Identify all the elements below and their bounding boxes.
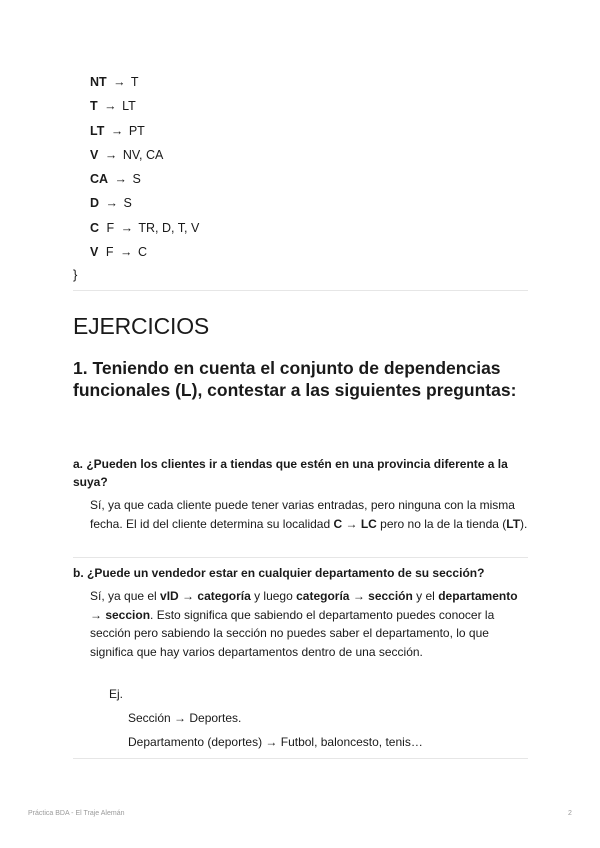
footer-title: Práctica BDA - El Traje Alemán	[28, 810, 125, 817]
main-heading: EJERCICIOS	[73, 313, 210, 339]
dep-left: C	[90, 220, 100, 235]
dep-right: LT	[122, 99, 136, 114]
question-b: b. ¿Puede un vendedor estar en cualquier departamento de su sección?	[73, 566, 485, 580]
dep-left: T	[90, 99, 98, 114]
dep-right: S	[132, 172, 141, 187]
example-line: Sección → Deportes.	[128, 711, 242, 725]
example-label: Ej.	[109, 687, 124, 701]
divider	[73, 557, 528, 558]
dependency-item	[90, 216, 199, 240]
answer-text: y el	[412, 589, 439, 603]
example-line: Departamento (deportes) → Futbol, baloncesto, tenis…	[128, 735, 423, 749]
dep-right: T	[130, 75, 139, 89]
answer-a	[90, 496, 530, 533]
arrow-icon: →	[114, 172, 128, 187]
dep-right: S	[123, 196, 132, 211]
answer-bold: categoría → sección	[296, 589, 413, 603]
arrow-icon: →	[105, 196, 119, 211]
answer-text: pero no la de la tienda (	[376, 516, 507, 531]
answer-bold: LT	[506, 516, 521, 531]
dependency-list	[90, 70, 199, 264]
answer-bold: departamento → seccion	[90, 589, 518, 622]
arrow-icon: →	[104, 99, 117, 114]
dep-left: V	[90, 147, 99, 162]
dep-left: LT	[90, 123, 105, 138]
arrow-icon: →	[119, 245, 133, 260]
arrow-icon: →	[113, 75, 126, 89]
dependency-item	[90, 70, 199, 94]
answer-bold: vID → categoría	[160, 589, 251, 603]
dependency-item	[90, 143, 199, 167]
divider	[73, 290, 528, 291]
dependency-item	[90, 191, 199, 215]
page-number: 2	[568, 810, 572, 817]
dep-mid: F	[105, 245, 114, 260]
dep-right: TR, D, T, V	[138, 220, 200, 235]
answer-text: y luego	[250, 589, 297, 603]
answer-b	[90, 587, 530, 661]
answer-text: Sí, ya que cada cliente puede tener varias entradas, pero ninguna con la misma fecha. El id del cliente determina su localidad	[90, 498, 515, 531]
question-a: a. ¿Pueden los clientes ir a tiendas que estén en una provincia diferente a la suya?	[73, 457, 508, 489]
closing-brace: }	[73, 267, 78, 282]
dependency-item	[90, 240, 199, 264]
dep-right: PT	[128, 123, 145, 138]
answer-text: Sí, ya que el	[90, 589, 161, 603]
dep-left: V	[90, 245, 99, 260]
dep-mid: F	[106, 220, 115, 235]
divider	[73, 758, 528, 759]
dep-left: NT	[90, 75, 107, 89]
answer-bold: C → LC	[333, 516, 377, 531]
dependency-item	[90, 167, 199, 191]
dep-left: D	[90, 196, 100, 211]
arrow-icon: →	[120, 220, 134, 235]
answer-text: ).	[520, 516, 528, 531]
arrow-icon: →	[110, 123, 124, 138]
section-heading: 1. Teniendo en cuenta el conjunto de dependencias funcionales (L), contestar a las siguientes preguntas:	[73, 358, 517, 400]
dependency-item	[90, 94, 199, 118]
dependency-item	[90, 119, 199, 143]
dep-right: C	[137, 245, 147, 260]
dep-right: NV, CA	[122, 147, 164, 162]
arrow-icon: →	[104, 147, 118, 162]
answer-text: . Esto significa que sabiendo el departamento puedes conocer la sección pero sabiendo la sección no puedes saber el departamento, lo que significa que hay varios departamentos dentro de una sección.	[90, 607, 495, 659]
dep-left: CA	[90, 172, 109, 187]
